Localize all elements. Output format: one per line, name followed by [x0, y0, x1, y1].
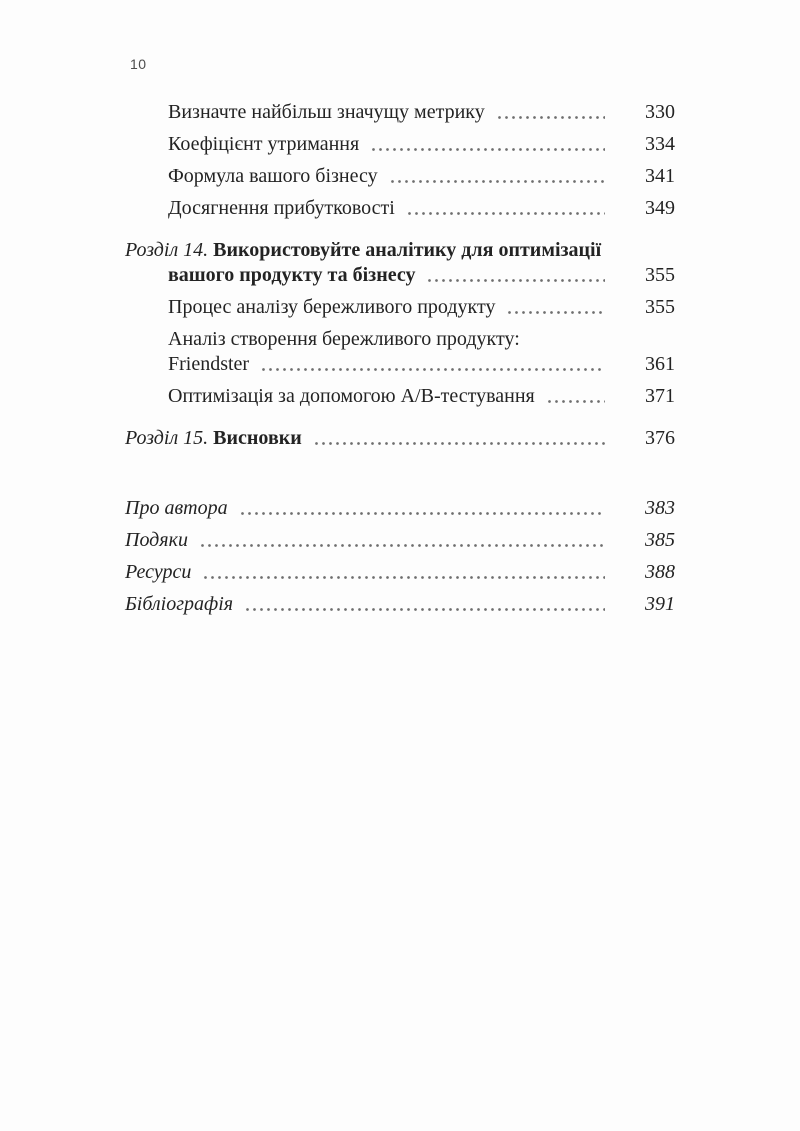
toc-entry-text: [125, 238, 601, 263]
dot-leader: [233, 592, 611, 617]
toc-entry-text: [168, 327, 520, 352]
dot-leader: [359, 132, 611, 157]
toc-entry: [125, 592, 675, 617]
toc-entry-line: [125, 560, 675, 585]
toc-entry: [125, 384, 675, 409]
toc-entry-text-part: Розділ 15.: [125, 427, 214, 449]
toc-entry-text-part: Висновки: [213, 427, 302, 449]
toc-entry-text-part: Досягнення прибутковості: [168, 197, 395, 219]
toc-entry-text-part: Ресурси: [125, 561, 192, 583]
toc-entry-line: [125, 196, 675, 221]
toc-entry-page: 341: [645, 165, 675, 187]
toc-entry-line: [125, 238, 675, 263]
dot-leader: [535, 384, 611, 409]
toc-entry: [125, 327, 675, 377]
toc-entry-line: [125, 164, 675, 189]
toc-entry-line: [125, 295, 675, 320]
toc-entry-line: [125, 496, 675, 521]
toc-entry: [125, 132, 675, 157]
toc-entry-line: [125, 132, 675, 157]
toc-entry-text: [168, 384, 535, 409]
page-number: 10: [130, 56, 147, 72]
toc-entry-page: 371: [645, 385, 675, 407]
toc-entry-text: [168, 100, 485, 125]
toc-entry-line: [125, 384, 675, 409]
dot-leader: [495, 295, 611, 320]
toc-entry-text-part: Про автора: [125, 497, 228, 519]
dot-leader: [378, 164, 611, 189]
toc-entry-text-part: Аналіз створення бережливого продукту:: [168, 328, 520, 350]
toc-entry: [125, 295, 675, 320]
toc-entry-text: [168, 132, 359, 157]
dot-leader: [228, 496, 611, 521]
toc-entry: [125, 528, 675, 553]
toc-entry-page: 334: [645, 133, 675, 155]
toc-entry-text-part: Коефіцієнт утримання: [168, 133, 360, 155]
toc-entry-page: 376: [645, 427, 675, 449]
toc-entry-text-part: Формула вашого бізнесу: [168, 165, 378, 187]
toc-entry-line: [125, 352, 675, 377]
dot-leader: [302, 426, 611, 451]
toc-entry-page: 385: [645, 529, 675, 551]
toc-entry-text-part: Оптимізація за допомогою А/В-тестування: [168, 385, 535, 407]
toc-entry-page: 361: [645, 353, 675, 375]
toc-entry-line: [125, 426, 675, 451]
toc-entry-line: [125, 528, 675, 553]
dot-leader: [415, 263, 611, 288]
toc-entry-text: [168, 263, 415, 288]
toc-entry-text-part: Розділ 14.: [125, 239, 214, 261]
table-of-contents: [125, 100, 675, 617]
toc-entry: [125, 496, 675, 521]
toc-entry-line: [125, 592, 675, 617]
toc-entry-text-part: Використовуйте аналітику для оптимізації: [213, 239, 602, 261]
toc-entry-text-part: Friendster: [168, 353, 250, 375]
dot-leader: [249, 352, 611, 377]
dot-leader: [395, 196, 611, 221]
toc-entry-page: 355: [645, 264, 675, 286]
toc-entry-page: 388: [645, 561, 675, 583]
dot-leader: [485, 100, 611, 125]
toc-entry-text: [125, 592, 233, 617]
toc-entry-text: [168, 352, 249, 377]
toc-entry-line: [125, 327, 675, 352]
toc-entry-text: [125, 496, 228, 521]
dot-leader: [188, 528, 611, 553]
toc-entry-page: 349: [645, 197, 675, 219]
toc-entry-text: [168, 295, 495, 320]
toc-entry: [125, 426, 675, 451]
toc-entry-text-part: вашого продукту та бізнесу: [168, 264, 416, 286]
toc-entry: [125, 100, 675, 125]
toc-entry-text-part: Подяки: [125, 529, 188, 551]
dot-leader: [191, 560, 611, 585]
toc-entry-text: [125, 426, 302, 451]
toc-entry-text: [125, 560, 191, 585]
toc-entry-page: 383: [645, 497, 675, 519]
toc-entry-text-part: Визначте найбільш значущу метрику: [168, 101, 485, 123]
toc-entry-line: [125, 263, 675, 288]
toc-entry: [125, 196, 675, 221]
toc-entry-text: [168, 164, 378, 189]
toc-entry: [125, 238, 675, 288]
toc-entry-text: [125, 528, 188, 553]
toc-entry-text-part: Бібліографія: [125, 593, 234, 615]
toc-entry-page: 355: [645, 296, 675, 318]
toc-entry-text-part: Процес аналізу бережливого продукту: [168, 296, 496, 318]
toc-entry-text: [168, 196, 395, 221]
toc-entry: [125, 560, 675, 585]
toc-entry-page: 391: [645, 593, 675, 615]
toc-entry-page: 330: [645, 101, 675, 123]
toc-entry: [125, 164, 675, 189]
toc-entry-line: [125, 100, 675, 125]
